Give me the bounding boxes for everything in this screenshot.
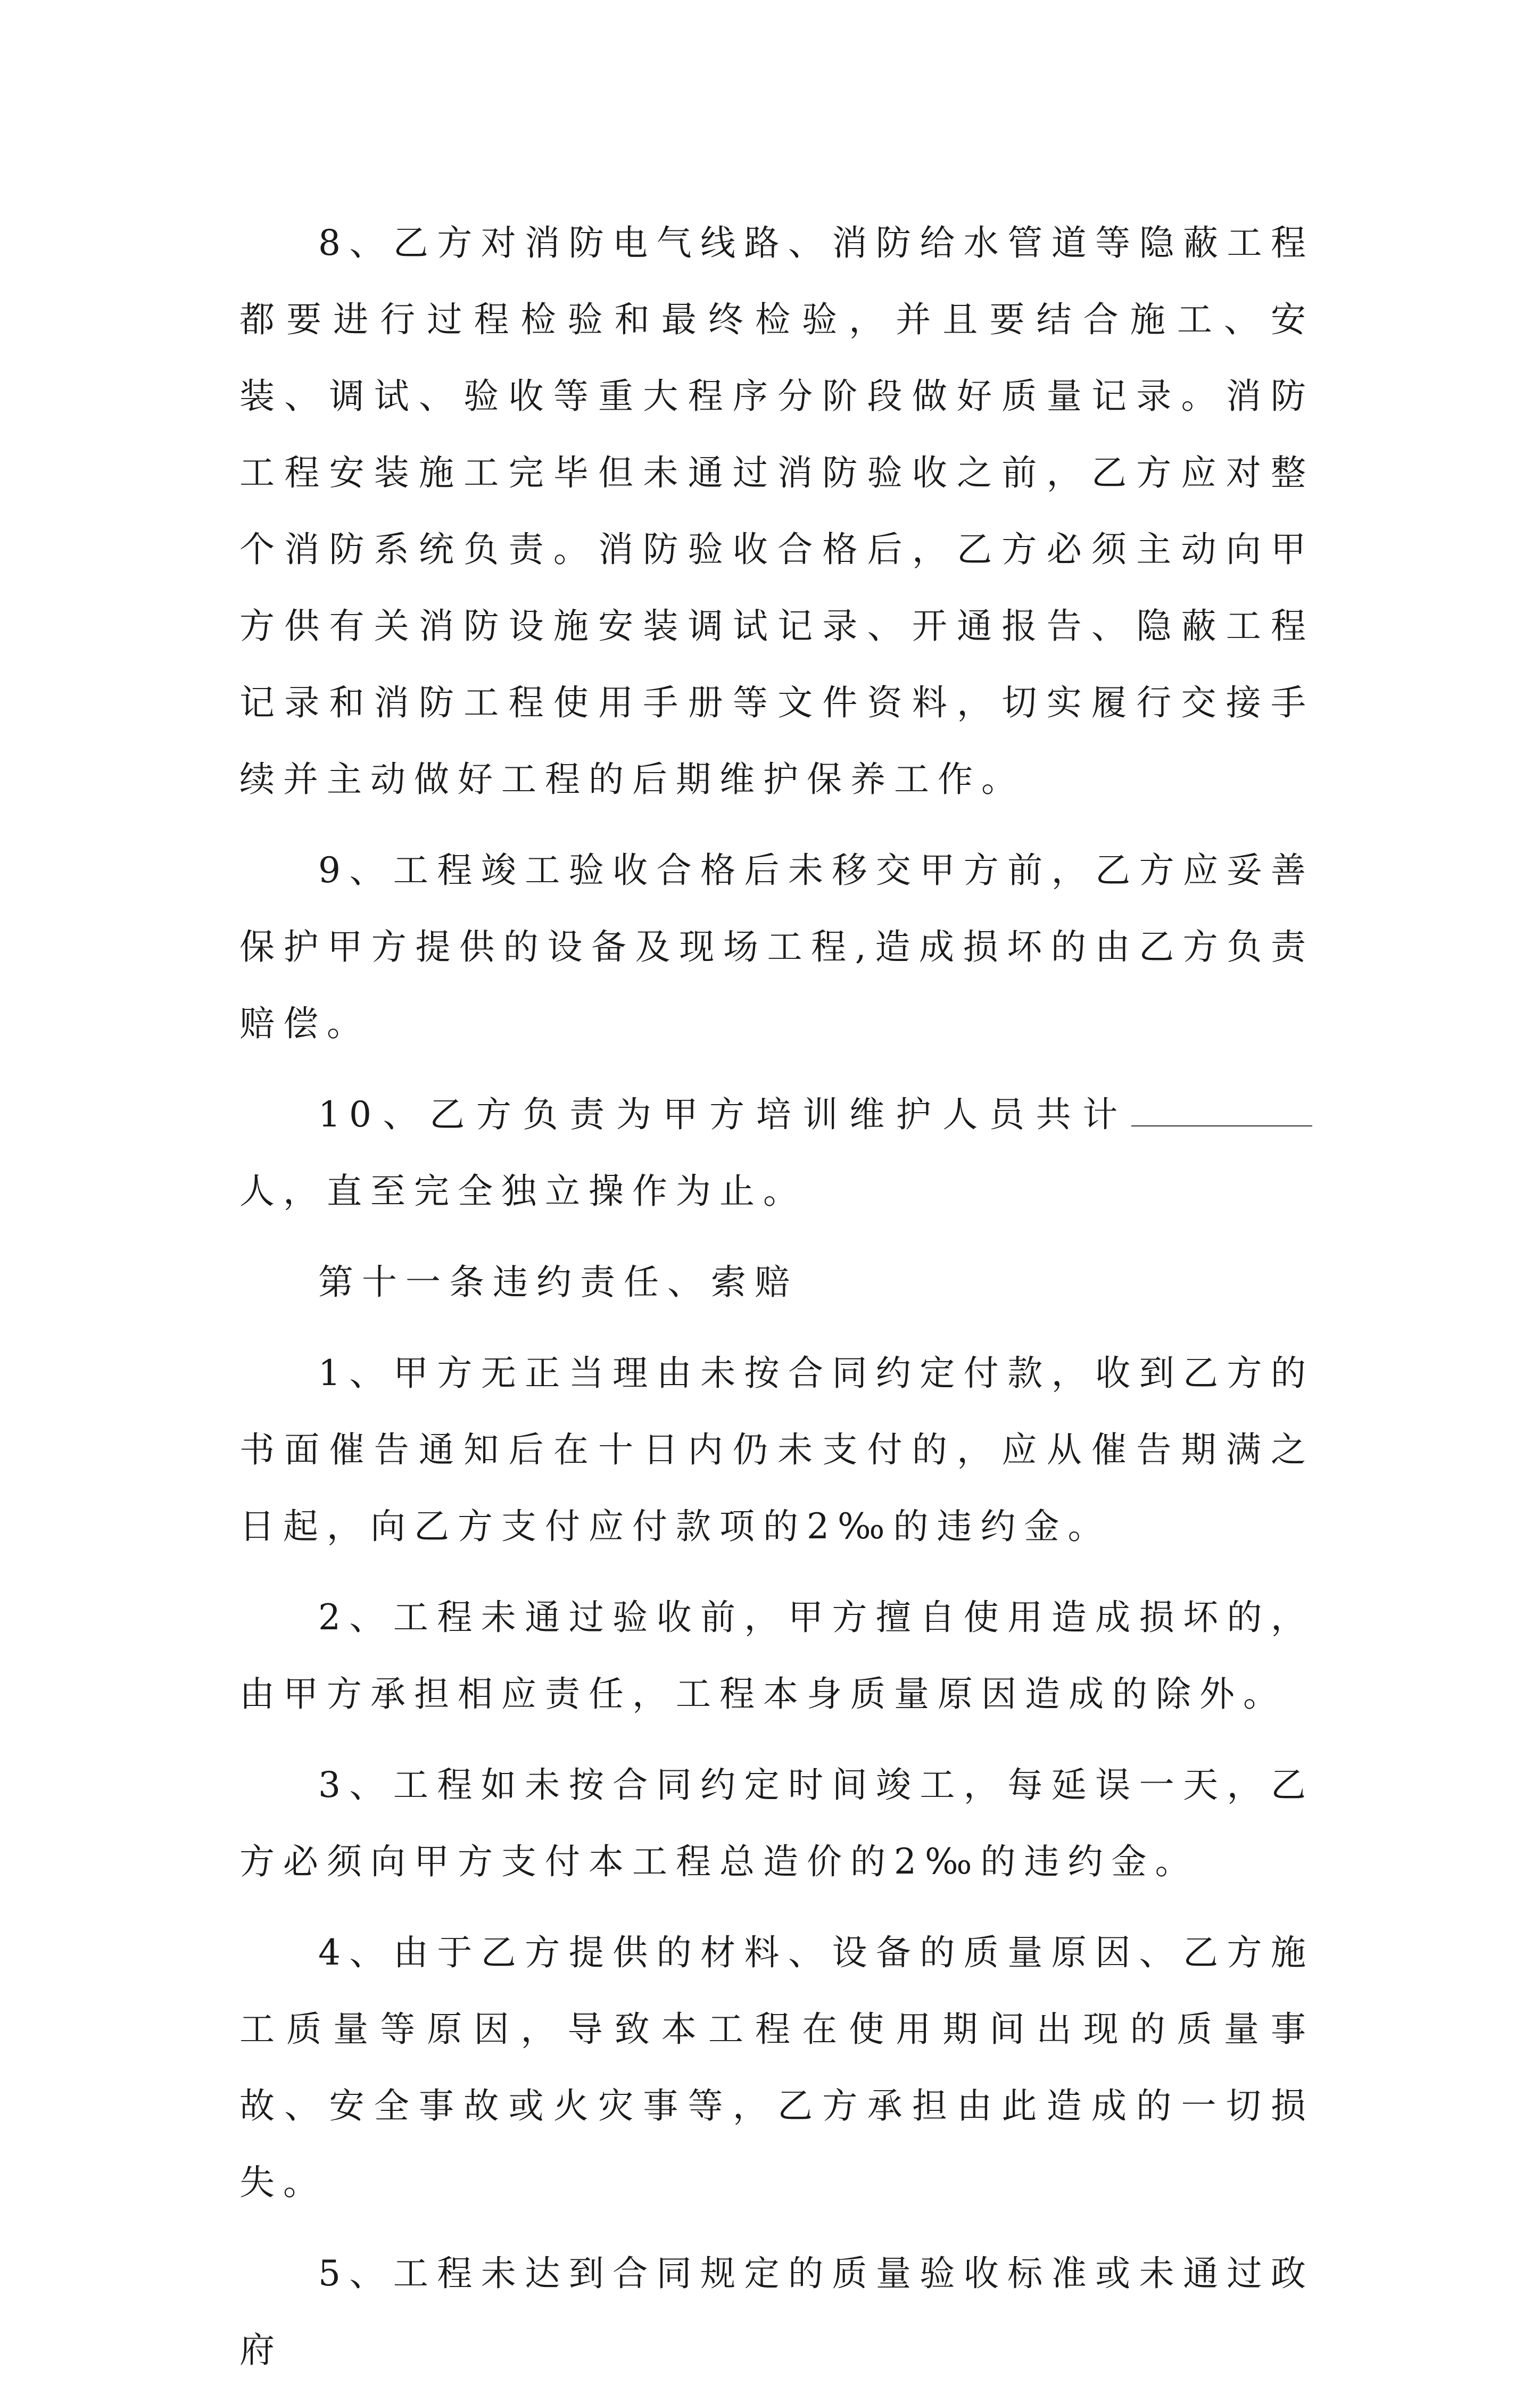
paragraph-10-before: 10、乙方负责为甲方培训维护人员共计 [318,1094,1129,1135]
paragraph-9: 9、工程竣工验收合格后未移交甲方前，乙方应妥善保护甲方提供的设备及现场工程,造成损坏的由乙方负责赔偿。 [239,850,1314,1044]
clause-4: 4、由于乙方提供的材料、设备的质量原因、乙方施工质量等原因，导致本工程在使用期间出现的质量事故、安全事故或火灾事等，乙方承担由此造成的一切损失。 [239,1932,1314,2203]
clause-3: 3、工程如未按合同约定时间竣工，每延误一天，乙方必须向甲方支付本工程总造价的2‰的违约金。 [239,1764,1314,1882]
clause-1: 1、甲方无正当理由未按合同约定付款，收到乙方的书面催告通知后在十日内仍未支付的，应从催告期满之日起，向乙方支付应付款项的2‰的违约金。 [239,1353,1314,1547]
paragraph-10-after: 人，直至完全独立操作为止。 [239,1171,807,1212]
fill-in-blank [1131,1093,1312,1126]
section-title: 第十一条违约责任、索赔 [318,1262,798,1303]
paragraph-8: 8、乙方对消防电气线路、消防给水管道等隐蔽工程都要进行过程检验和最终检验，并且要结合施工、安装、调试、验收等重大程序分阶段做好质量记录。消防工程安装施工完毕但未通过消防验收之前，乙方应对整个消防系统负责。消防验收合格后，乙方必须主动向甲方供有关消防设施安装调试记录、开通报告、隐蔽工程记录和消防工程使用手册等文件资料，切实履行交接手续并主动做好工程的后期维护保养工作。 [239,222,1314,800]
document-body [239,205,1314,2403]
clause-2: 2、工程未通过验收前，甲方擅自使用造成损坏的，由甲方承担相应责任，工程本身质量原因造成的除外。 [239,1597,1314,1714]
paragraph-10 [239,1076,1314,1230]
clause-5: 5、工程未达到合同规定的质量验收标准或未通过政府 [239,2253,1314,2371]
